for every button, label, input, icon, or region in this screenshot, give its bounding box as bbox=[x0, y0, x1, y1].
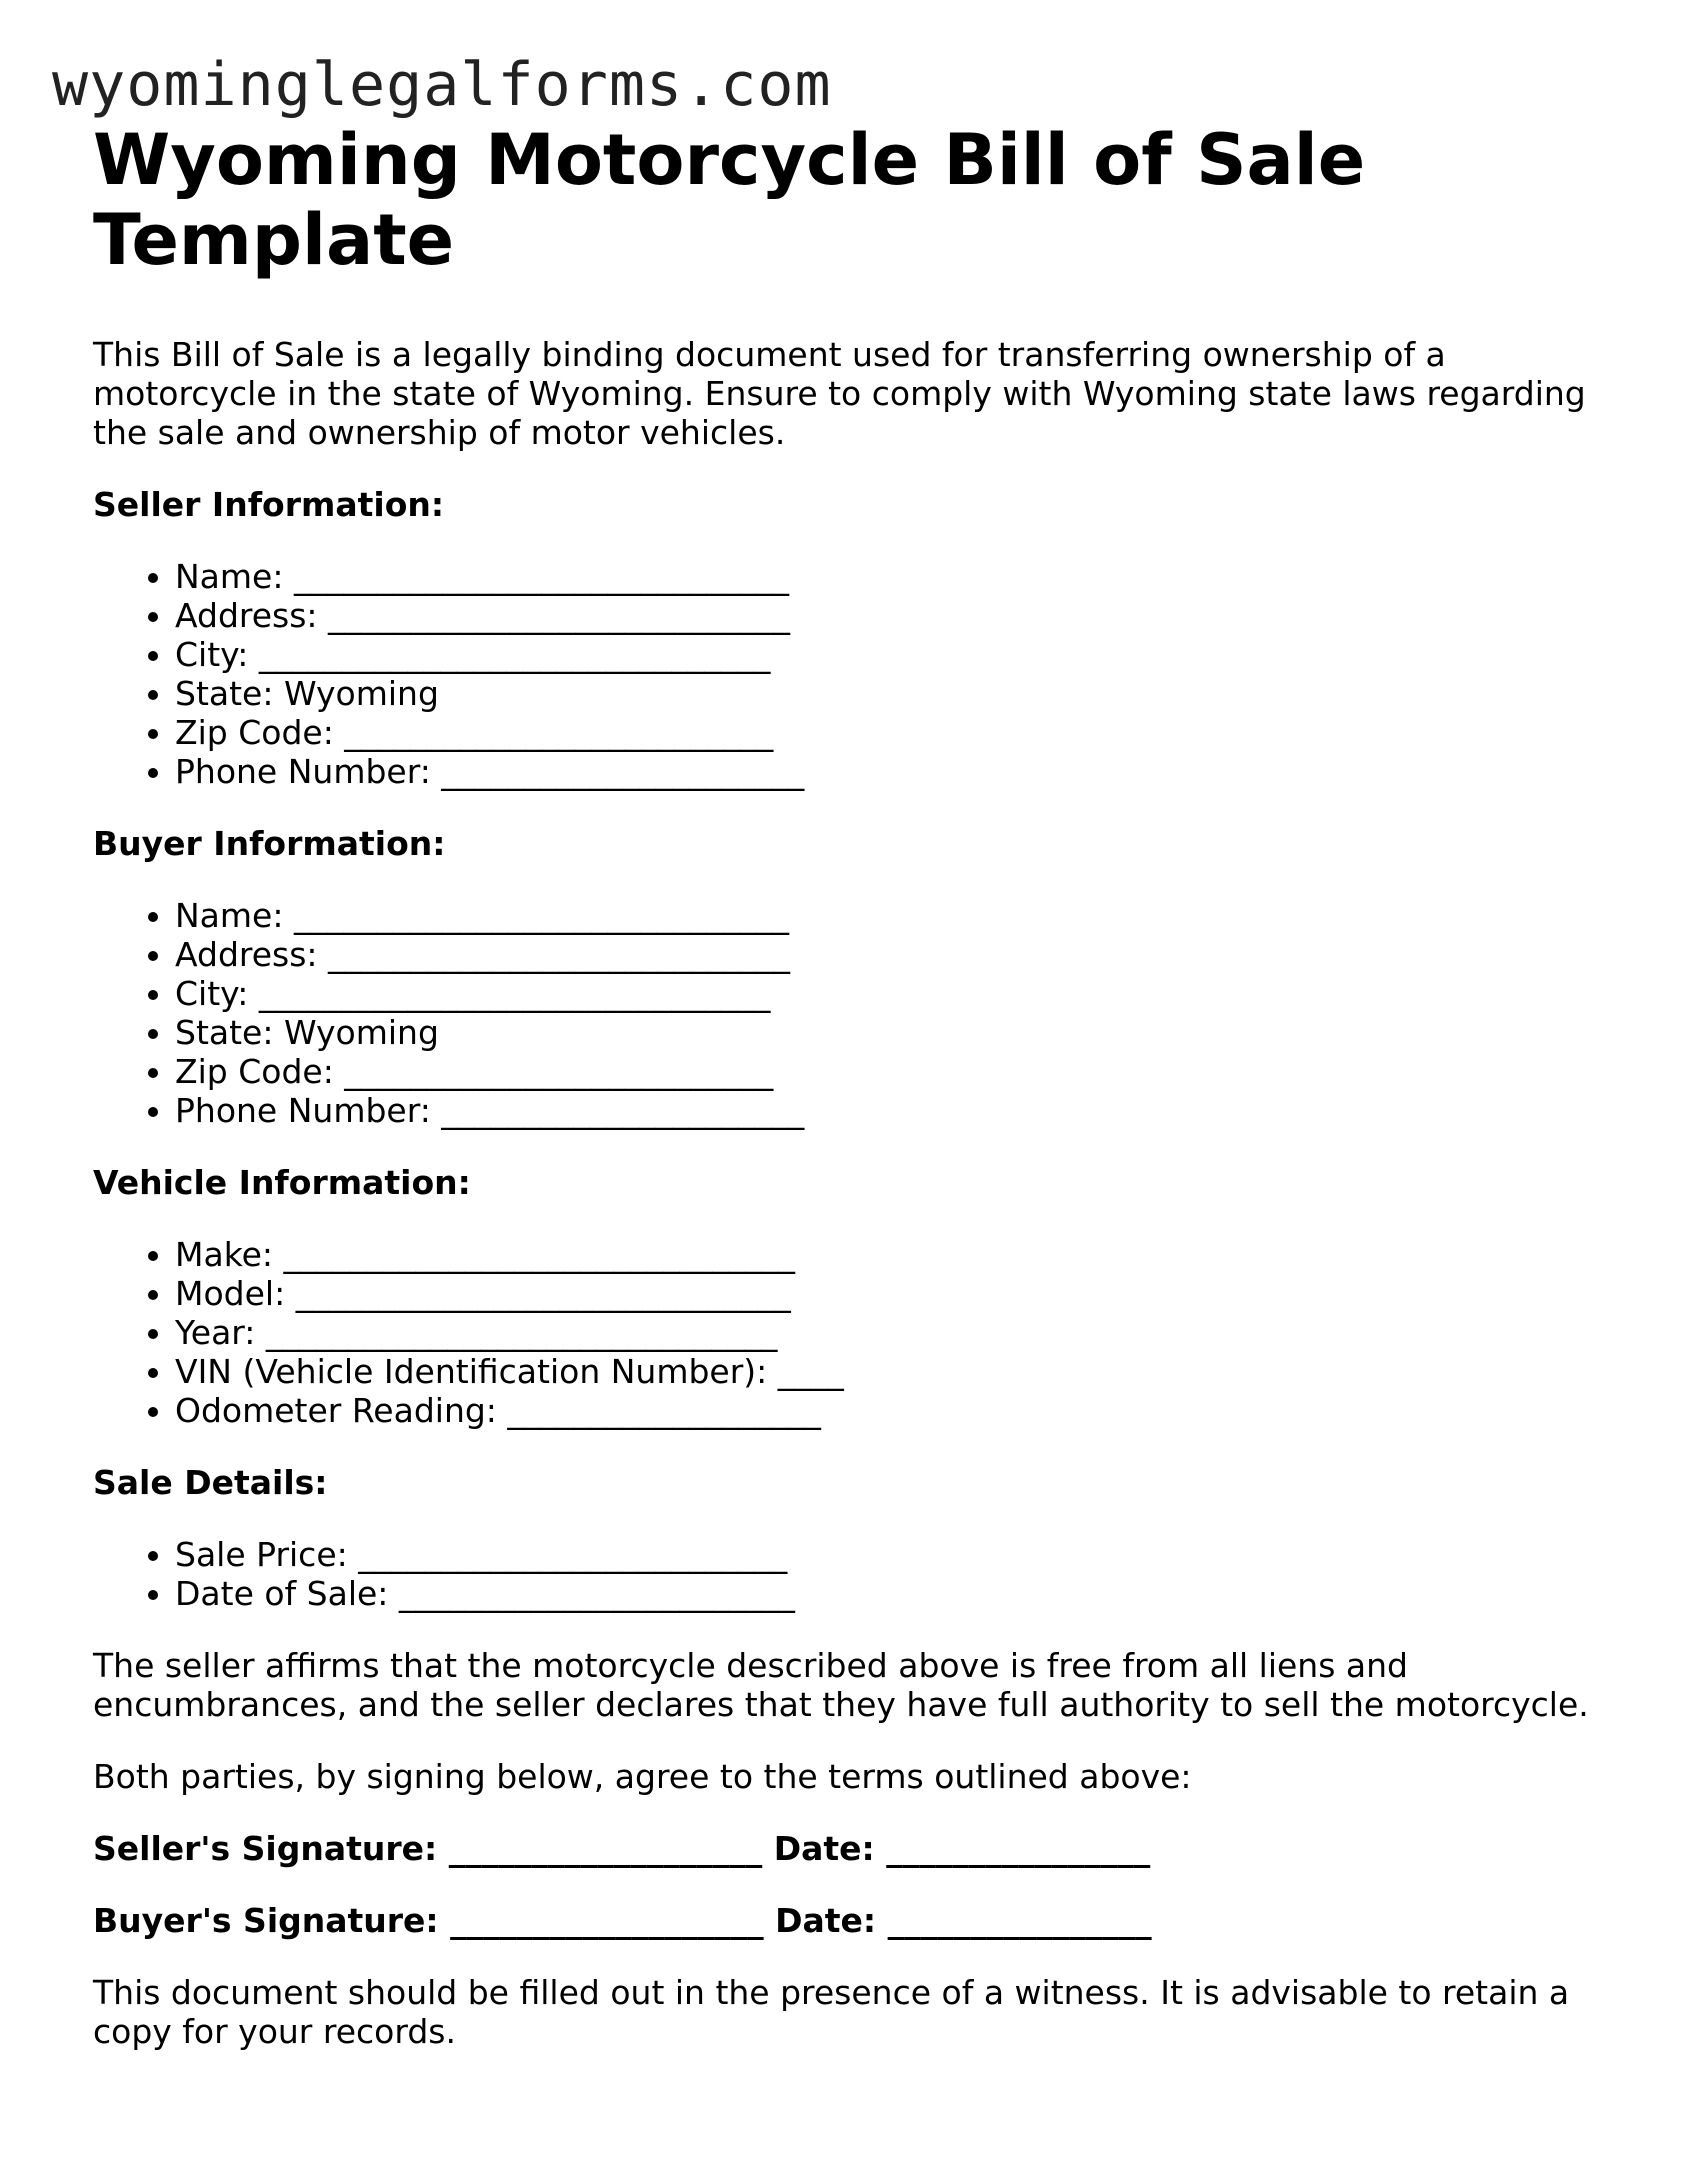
vehicle-odometer-field: • Odometer Reading: ___________________ bbox=[175, 1391, 1593, 1430]
affirmation-paragraph: The seller affirms that the motorcycle described above is free from all liens and encumbrances, and the seller declares that they have full authority to sell the motorcycle. bbox=[93, 1646, 1589, 1724]
buyer-state-field: • State: Wyoming bbox=[175, 1013, 1593, 1052]
seller-zip-field: • Zip Code: __________________________ bbox=[175, 713, 1593, 752]
buyer-name-field: • Name: ______________________________ bbox=[175, 896, 1593, 935]
seller-heading: Seller Information: bbox=[93, 485, 445, 524]
buyer-address-field: • Address: ____________________________ bbox=[175, 935, 1593, 974]
seller-signature-line: Seller's Signature: ___________________ Date: ________________ bbox=[93, 1829, 1151, 1868]
vehicle-list bbox=[93, 1235, 1593, 1430]
seller-phone-field: • Phone Number: ______________________ bbox=[175, 752, 1593, 791]
sale-list bbox=[93, 1535, 1593, 1613]
buyer-heading: Buyer Information: bbox=[93, 824, 446, 863]
closing-paragraph: This document should be filled out in the presence of a witness. It is advisable to retain a copy for your records. bbox=[93, 1973, 1570, 2051]
vehicle-vin-field: • VIN (Vehicle Identification Number): ____ bbox=[175, 1352, 1593, 1391]
buyer-city-field: • City: _______________________________ bbox=[175, 974, 1593, 1013]
buyer-list bbox=[93, 896, 1593, 1130]
agreement-paragraph: Both parties, by signing below, agree to the terms outlined above: bbox=[93, 1757, 1192, 1796]
sale-price-field: • Sale Price: __________________________ bbox=[175, 1535, 1593, 1574]
seller-city-field: • City: _______________________________ bbox=[175, 635, 1593, 674]
intro-paragraph: This Bill of Sale is a legally binding document used for transferring ownership of a motorcycle in the state of Wyoming. Ensure to comply with Wyoming state laws regarding the sale and ownership of motor vehicles. bbox=[93, 335, 1586, 452]
buyer-phone-field: • Phone Number: ______________________ bbox=[175, 1091, 1593, 1130]
sale-date-field: • Date of Sale: ________________________ bbox=[175, 1574, 1593, 1613]
vehicle-make-field: • Make: _______________________________ bbox=[175, 1235, 1593, 1274]
seller-name-field: • Name: ______________________________ bbox=[175, 557, 1593, 596]
seller-address-field: • Address: ____________________________ bbox=[175, 596, 1593, 635]
page-title: Wyoming Motorcycle Bill of Sale Template bbox=[93, 119, 1366, 281]
site-watermark: wyominglegalforms.com bbox=[52, 50, 832, 120]
buyer-signature-line: Buyer's Signature: ___________________ Date: ________________ bbox=[93, 1901, 1152, 1940]
seller-list bbox=[93, 557, 1593, 791]
sale-heading: Sale Details: bbox=[93, 1463, 328, 1502]
buyer-zip-field: • Zip Code: __________________________ bbox=[175, 1052, 1593, 1091]
vehicle-model-field: • Model: ______________________________ bbox=[175, 1274, 1593, 1313]
seller-state-field: • State: Wyoming bbox=[175, 674, 1593, 713]
document-page bbox=[93, 120, 1593, 2051]
vehicle-heading: Vehicle Information: bbox=[93, 1163, 471, 1202]
vehicle-year-field: • Year: _______________________________ bbox=[175, 1313, 1593, 1352]
